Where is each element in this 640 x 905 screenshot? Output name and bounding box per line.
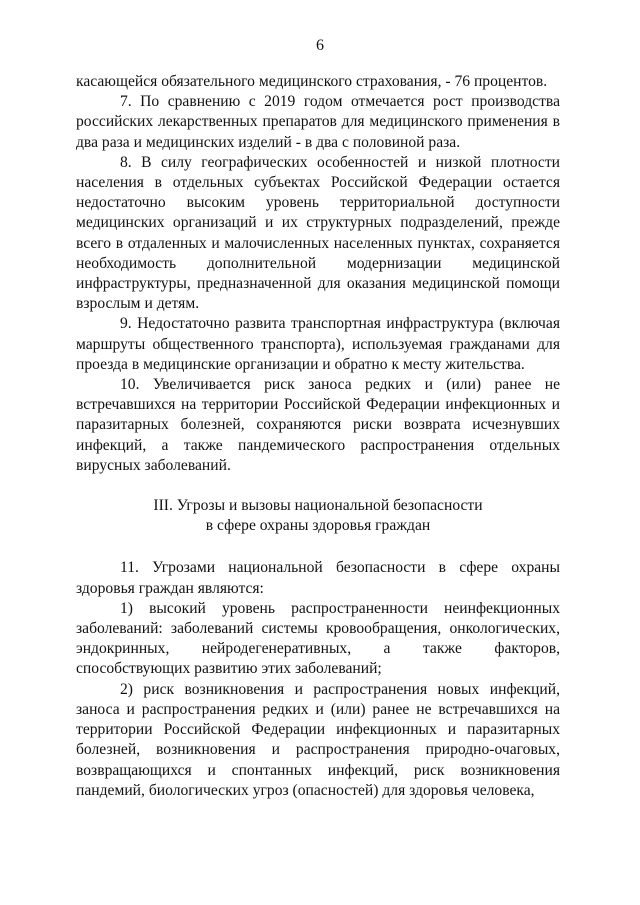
- spacer: [76, 476, 560, 496]
- paragraph-item-8: 8. В силу географических особенностей и низкой плотности населения в отдельных субъектах Российской Федерации остается недостаточно высоким уровень территориальной доступности медицинских организаций и их структурных подразделений, прежде всего в отдаленных и малочисленных населенных пунктах, сохраняется необходимость дополнительной модернизации медицинской инфраструктуры, предназначенной для оказания медицинской помощи взрослым и детям.: [76, 153, 560, 313]
- document-body: [76, 72, 560, 801]
- paragraph-subitem-1: 1) высокий уровень распространенности неинфекционных заболеваний: заболеваний системы кровообращения, онкологических, эндокринных, нейродегенеративных, а также факторов, способствующих развитию этих заболеваний;: [76, 599, 560, 678]
- paragraph-item-7: 7. По сравнению с 2019 годом отмечается рост производства российских лекарственных препаратов для медицинского применения в два раза и медицинских изделий - в два с половиной раза.: [76, 93, 560, 151]
- section-heading-line-2: в сфере охраны здоровья граждан: [205, 517, 431, 535]
- paragraph-subitem-2: 2) риск возникновения и распространения новых инфекций, заноса и распространения редких и (или) ранее не встречавшихся на территории Российской Федерации инфекционных и паразитарных болезней, возникновения и распространения природно-очаговых, возвращающихся и спонтанных инфекций, риск возникновения пандемий, биологических угроз (опасностей) для здоровья человека,: [76, 680, 560, 799]
- paragraph-item-10: 10. Увеличивается риск заноса редких и (или) ранее не встречавшихся на территории Российской Федерации инфекционных и паразитарных болезней, сохраняются риски возврата исчезнувших инфекций, а также пандемического распространения отдельных вирусных заболеваний.: [76, 376, 560, 474]
- paragraph-item-9: 9. Недостаточно развита транспортная инфраструктура (включая маршруты общественного транспорта), используемая гражданами для проезда в медицинские организации и обратно к месту жительства.: [76, 315, 560, 373]
- spacer: [76, 536, 560, 558]
- section-heading-line-1: III. Угрозы и вызовы национальной безопасности: [153, 497, 483, 515]
- paragraph-item-11: 11. Угрозами национальной безопасности в сфере охраны здоровья граждан являются:: [76, 559, 560, 597]
- paragraph-continuation: касающейся обязательного медицинского страхования, - 76 процентов.: [76, 73, 548, 90]
- page-number: 6: [316, 37, 324, 54]
